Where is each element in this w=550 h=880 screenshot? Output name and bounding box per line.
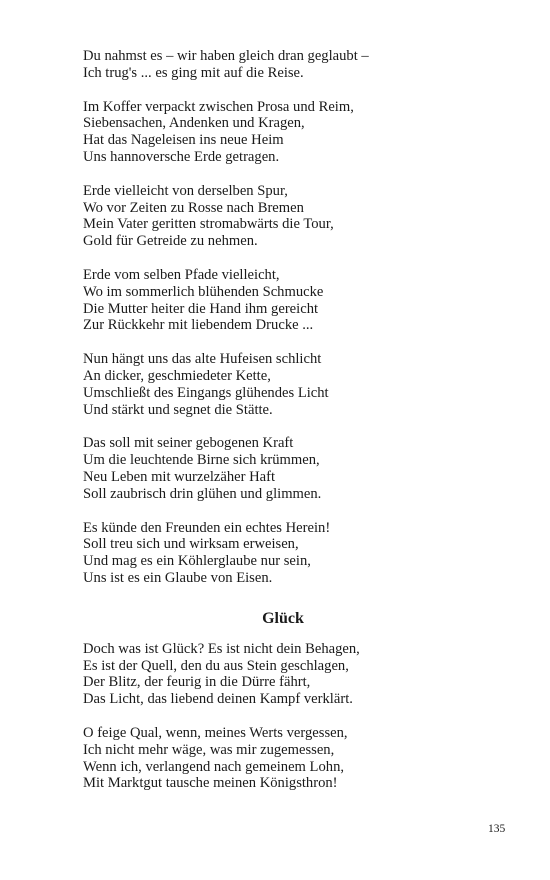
verse-line: Wo im sommerlich blühenden Schmucke <box>83 283 324 300</box>
stanza <box>83 435 483 502</box>
poem-text <box>83 48 483 809</box>
verse-line: Neu Leben mit wurzelzäher Haft <box>83 468 276 485</box>
verse-line: Ich trug's ... es ging mit auf die Reise. <box>83 64 304 81</box>
verse-line: O feige Qual, wenn, meines Werts vergessen, <box>83 724 348 741</box>
verse-line: An dicker, geschmiedeter Kette, <box>83 367 271 384</box>
verse-line: Und stärkt und segnet die Stätte. <box>83 401 273 418</box>
verse-line: Ich nicht mehr wäge, was mir zugemessen, <box>83 741 335 758</box>
verse-line: Und mag es ein Köhlerglaube nur sein, <box>83 553 311 570</box>
verse-line: Nun hängt uns das alte Hufeisen schlicht <box>83 351 322 368</box>
page-number: 135 <box>488 823 506 835</box>
verse-line: Die Mutter heiter die Hand ihm gereicht <box>83 300 319 317</box>
stanza <box>83 520 483 587</box>
verse-line: Hat das Nageleisen ins neue Heim <box>83 132 284 149</box>
verse-line: Der Blitz, der feurig in die Dürre fährt, <box>83 674 311 691</box>
verse-line: Uns ist es ein Glaube von Eisen. <box>83 569 273 586</box>
verse-line: Im Koffer verpackt zwischen Prosa und Reim, <box>83 98 354 115</box>
verse-line: Du nahmst es – wir haben gleich dran geglaubt – <box>83 48 369 64</box>
verse-line: Mit Marktgut tausche meinen Königsthron! <box>83 775 338 792</box>
stanza <box>83 267 483 334</box>
verse-line: Wo vor Zeiten zu Rosse nach Bremen <box>83 199 304 216</box>
stanza <box>83 641 483 708</box>
stanza <box>83 99 483 166</box>
verse-line: Erde vielleicht von derselben Spur, <box>83 182 288 199</box>
verse-line: Uns hannoversche Erde getragen. <box>83 148 280 165</box>
verse-line: Das soll mit seiner gebogenen Kraft <box>83 435 294 452</box>
verse-line: Doch was ist Glück? Es ist nicht dein Behagen, <box>83 640 360 657</box>
stanza <box>83 351 483 418</box>
verse-line: Um die leuchtende Birne sich krümmen, <box>83 452 320 469</box>
stanza <box>83 183 483 250</box>
poem-title: Glück <box>262 609 304 627</box>
verse-line: Siebensachen, Andenken und Kragen, <box>83 115 305 132</box>
stanza <box>83 725 483 792</box>
verse-line: Zur Rückkehr mit liebendem Drucke ... <box>83 317 314 334</box>
verse-line: Es ist der Quell, den du aus Stein geschlagen, <box>83 657 349 674</box>
verse-line: Wenn ich, verlangend nach gemeinem Lohn, <box>83 758 345 775</box>
verse-line: Erde vom selben Pfade vielleicht, <box>83 266 280 283</box>
verse-line: Es künde den Freunden ein echtes Herein! <box>83 519 331 536</box>
verse-line: Gold für Getreide zu nehmen. <box>83 233 258 250</box>
stanza <box>83 48 483 82</box>
verse-line: Umschließt des Eingangs glühendes Licht <box>83 384 329 401</box>
verse-line: Mein Vater geritten stromabwärts die Tour, <box>83 216 334 233</box>
verse-line: Soll treu sich und wirksam erweisen, <box>83 536 299 553</box>
verse-line: Soll zaubrisch drin glühen und glimmen. <box>83 485 322 502</box>
verse-line: Das Licht, das liebend deinen Kampf verklärt. <box>83 691 353 708</box>
